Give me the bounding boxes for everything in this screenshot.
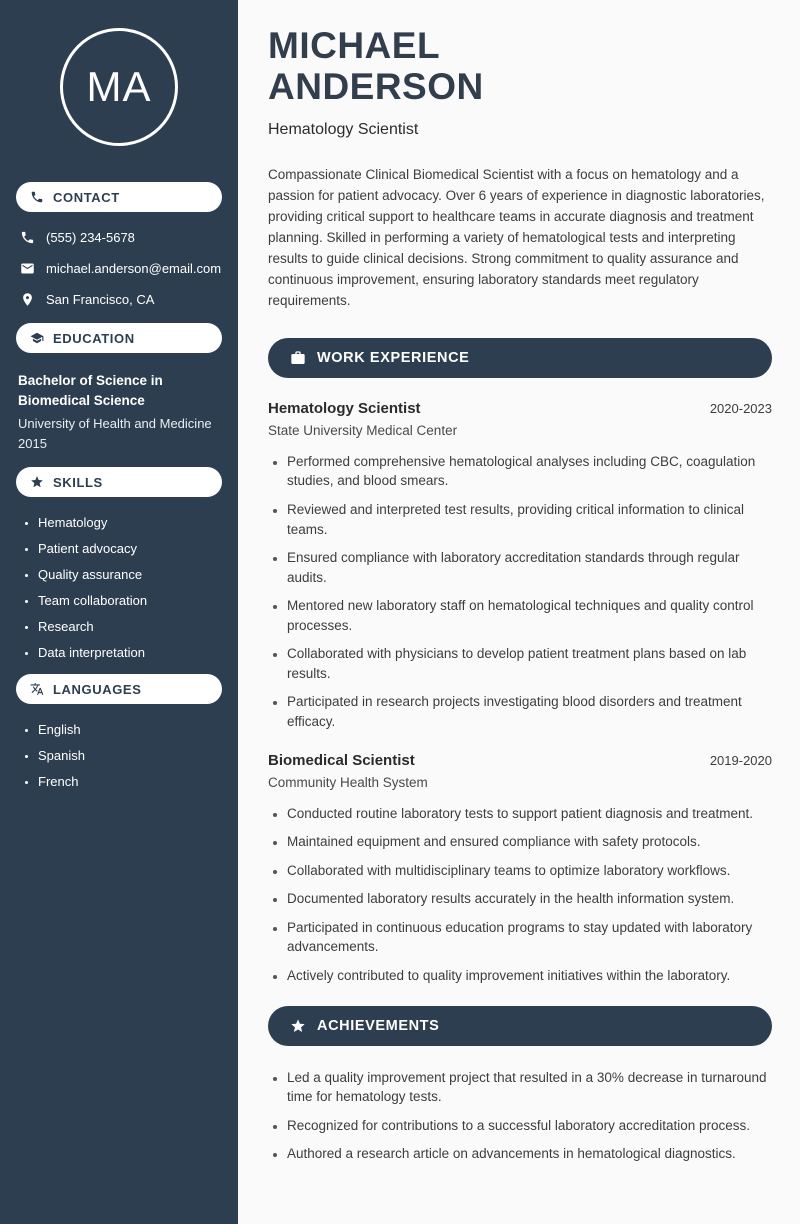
education-section-header xyxy=(16,323,222,353)
achievement-bullet: • Led a quality improvement project that resulted in a 30% decrease in turnaround time for hematology tests. xyxy=(287,1068,772,1107)
briefcase-icon xyxy=(290,350,306,366)
achievements-header-label: ACHIEVEMENTS xyxy=(317,1017,440,1034)
contact-header-label: CONTACT xyxy=(53,189,120,205)
job-company: State University Medical Center xyxy=(268,422,458,438)
achievement-bullet: • Authored a research article on advancements in hematological diagnostics. xyxy=(287,1144,772,1164)
skill-item: • Team collaboration xyxy=(38,593,222,608)
job-bullet: • Mentored new laboratory staff on hematological techniques and quality control processes. xyxy=(287,596,772,635)
skill-item: • Data interpretation xyxy=(38,645,222,660)
main-content xyxy=(238,0,800,1224)
education-header-label: EDUCATION xyxy=(53,330,135,346)
language-item: • English xyxy=(38,722,222,737)
skills-header-label: SKILLS xyxy=(53,474,103,490)
job-dates: 2020-2023 xyxy=(709,400,772,416)
avatar-initials: MA xyxy=(86,63,152,110)
contact-email-value: michael.anderson@email.com xyxy=(46,261,222,276)
job-bullet-list xyxy=(270,804,772,986)
job-bullet: • Performed comprehensive hematological analyses including CBC, coagulation studies, and blood smears. xyxy=(287,452,772,491)
skill-item: • Quality assurance xyxy=(38,567,222,582)
achievements-section-header xyxy=(268,1006,772,1046)
contact-phone-row xyxy=(20,230,222,245)
contact-location-value: San Francisco, CA xyxy=(46,292,155,307)
contact-section-header xyxy=(16,182,222,212)
sidebar xyxy=(0,0,238,1224)
job-bullet: • Documented laboratory results accurately in the health information system. xyxy=(287,889,772,909)
job-dates: 2019-2020 xyxy=(709,752,772,768)
job-bullet: • Participated in research projects investigating blood disorders and treatment efficacy. xyxy=(287,692,772,731)
job-title: Biomedical Scientist xyxy=(268,751,415,769)
candidate-name-line1: MICHAEL xyxy=(268,25,441,66)
achievement-bullet: • Recognized for contributions to a successful laboratory accreditation process. xyxy=(287,1116,772,1136)
achievements-list xyxy=(270,1068,772,1164)
job-bullet: • Maintained equipment and ensured compliance with safety protocols. xyxy=(287,832,772,852)
languages-section xyxy=(16,674,222,789)
skill-item: • Patient advocacy xyxy=(38,541,222,556)
graduation-cap-icon xyxy=(30,331,44,345)
candidate-name xyxy=(268,26,772,107)
job-bullet: • Collaborated with multidisciplinary teams to optimize laboratory workflows. xyxy=(287,861,772,881)
candidate-name-line2: ANDERSON xyxy=(268,65,484,107)
contact-email-row xyxy=(20,261,222,276)
job-company: Community Health System xyxy=(268,774,428,790)
location-pin-icon xyxy=(20,292,35,307)
languages-header-label: LANGUAGES xyxy=(53,681,142,697)
skills-list xyxy=(18,515,222,660)
languages-list xyxy=(18,722,222,789)
skill-item: • Research xyxy=(38,619,222,634)
language-item: • Spanish xyxy=(38,748,222,763)
job-entry xyxy=(268,400,772,732)
job-header xyxy=(268,752,772,769)
translate-icon xyxy=(30,682,44,696)
skills-section-header xyxy=(16,467,222,497)
phone-icon xyxy=(20,230,35,245)
contact-phone-value: (555) 234-5678 xyxy=(46,230,135,245)
languages-section-header xyxy=(16,674,222,704)
job-bullet: • Participated in continuous education programs to stay updated with laboratory advancements. xyxy=(287,918,772,957)
star-icon xyxy=(290,1018,306,1034)
education-section xyxy=(16,323,222,453)
job-bullet: • Conducted routine laboratory tests to support patient diagnosis and treatment. xyxy=(287,804,772,824)
mail-icon xyxy=(20,261,35,276)
education-degree: Bachelor of Science in Biomedical Science xyxy=(18,373,163,408)
job-bullet-list xyxy=(270,452,772,732)
skills-section xyxy=(16,467,222,660)
work-experience-header-label: WORK EXPERIENCE xyxy=(317,349,470,366)
job-bullet: • Reviewed and interpreted test results, providing critical information to clinical teams. xyxy=(287,500,772,539)
skill-item: • Hematology xyxy=(38,515,222,530)
language-item: • French xyxy=(38,774,222,789)
job-bullet: • Actively contributed to quality improvement initiatives within the laboratory. xyxy=(287,966,772,986)
education-school: University of Health and Medicine xyxy=(18,416,212,432)
work-experience-section-header xyxy=(268,338,772,378)
education-year: 2015 xyxy=(18,435,47,451)
job-bullet: • Ensured compliance with laboratory accreditation standards through regular audits. xyxy=(287,548,772,587)
job-header xyxy=(268,400,772,417)
job-title: Hematology Scientist xyxy=(268,399,421,417)
phone-icon xyxy=(30,190,44,204)
avatar xyxy=(60,28,178,146)
job-bullet: • Collaborated with physicians to develop patient treatment plans based on lab results. xyxy=(287,644,772,683)
candidate-title: Hematology Scientist xyxy=(268,121,419,139)
contact-location-row xyxy=(20,292,222,307)
job-entry xyxy=(268,752,772,986)
professional-summary: Compassionate Clinical Biomedical Scientist with a focus on hematology and a passion for patient advocacy. Over 6 years of experience in diagnostic laboratories, providing critical support to healthcare teams in accurate diagnosis and treatment planning. Skilled in performing a variety of hematological tests and interpreting results to guide clinical decisions. Strong commitment to quality assurance and continuous improvement, ensuring laboratory standards meet regulatory requirements. xyxy=(268,167,765,308)
star-icon xyxy=(30,475,44,489)
